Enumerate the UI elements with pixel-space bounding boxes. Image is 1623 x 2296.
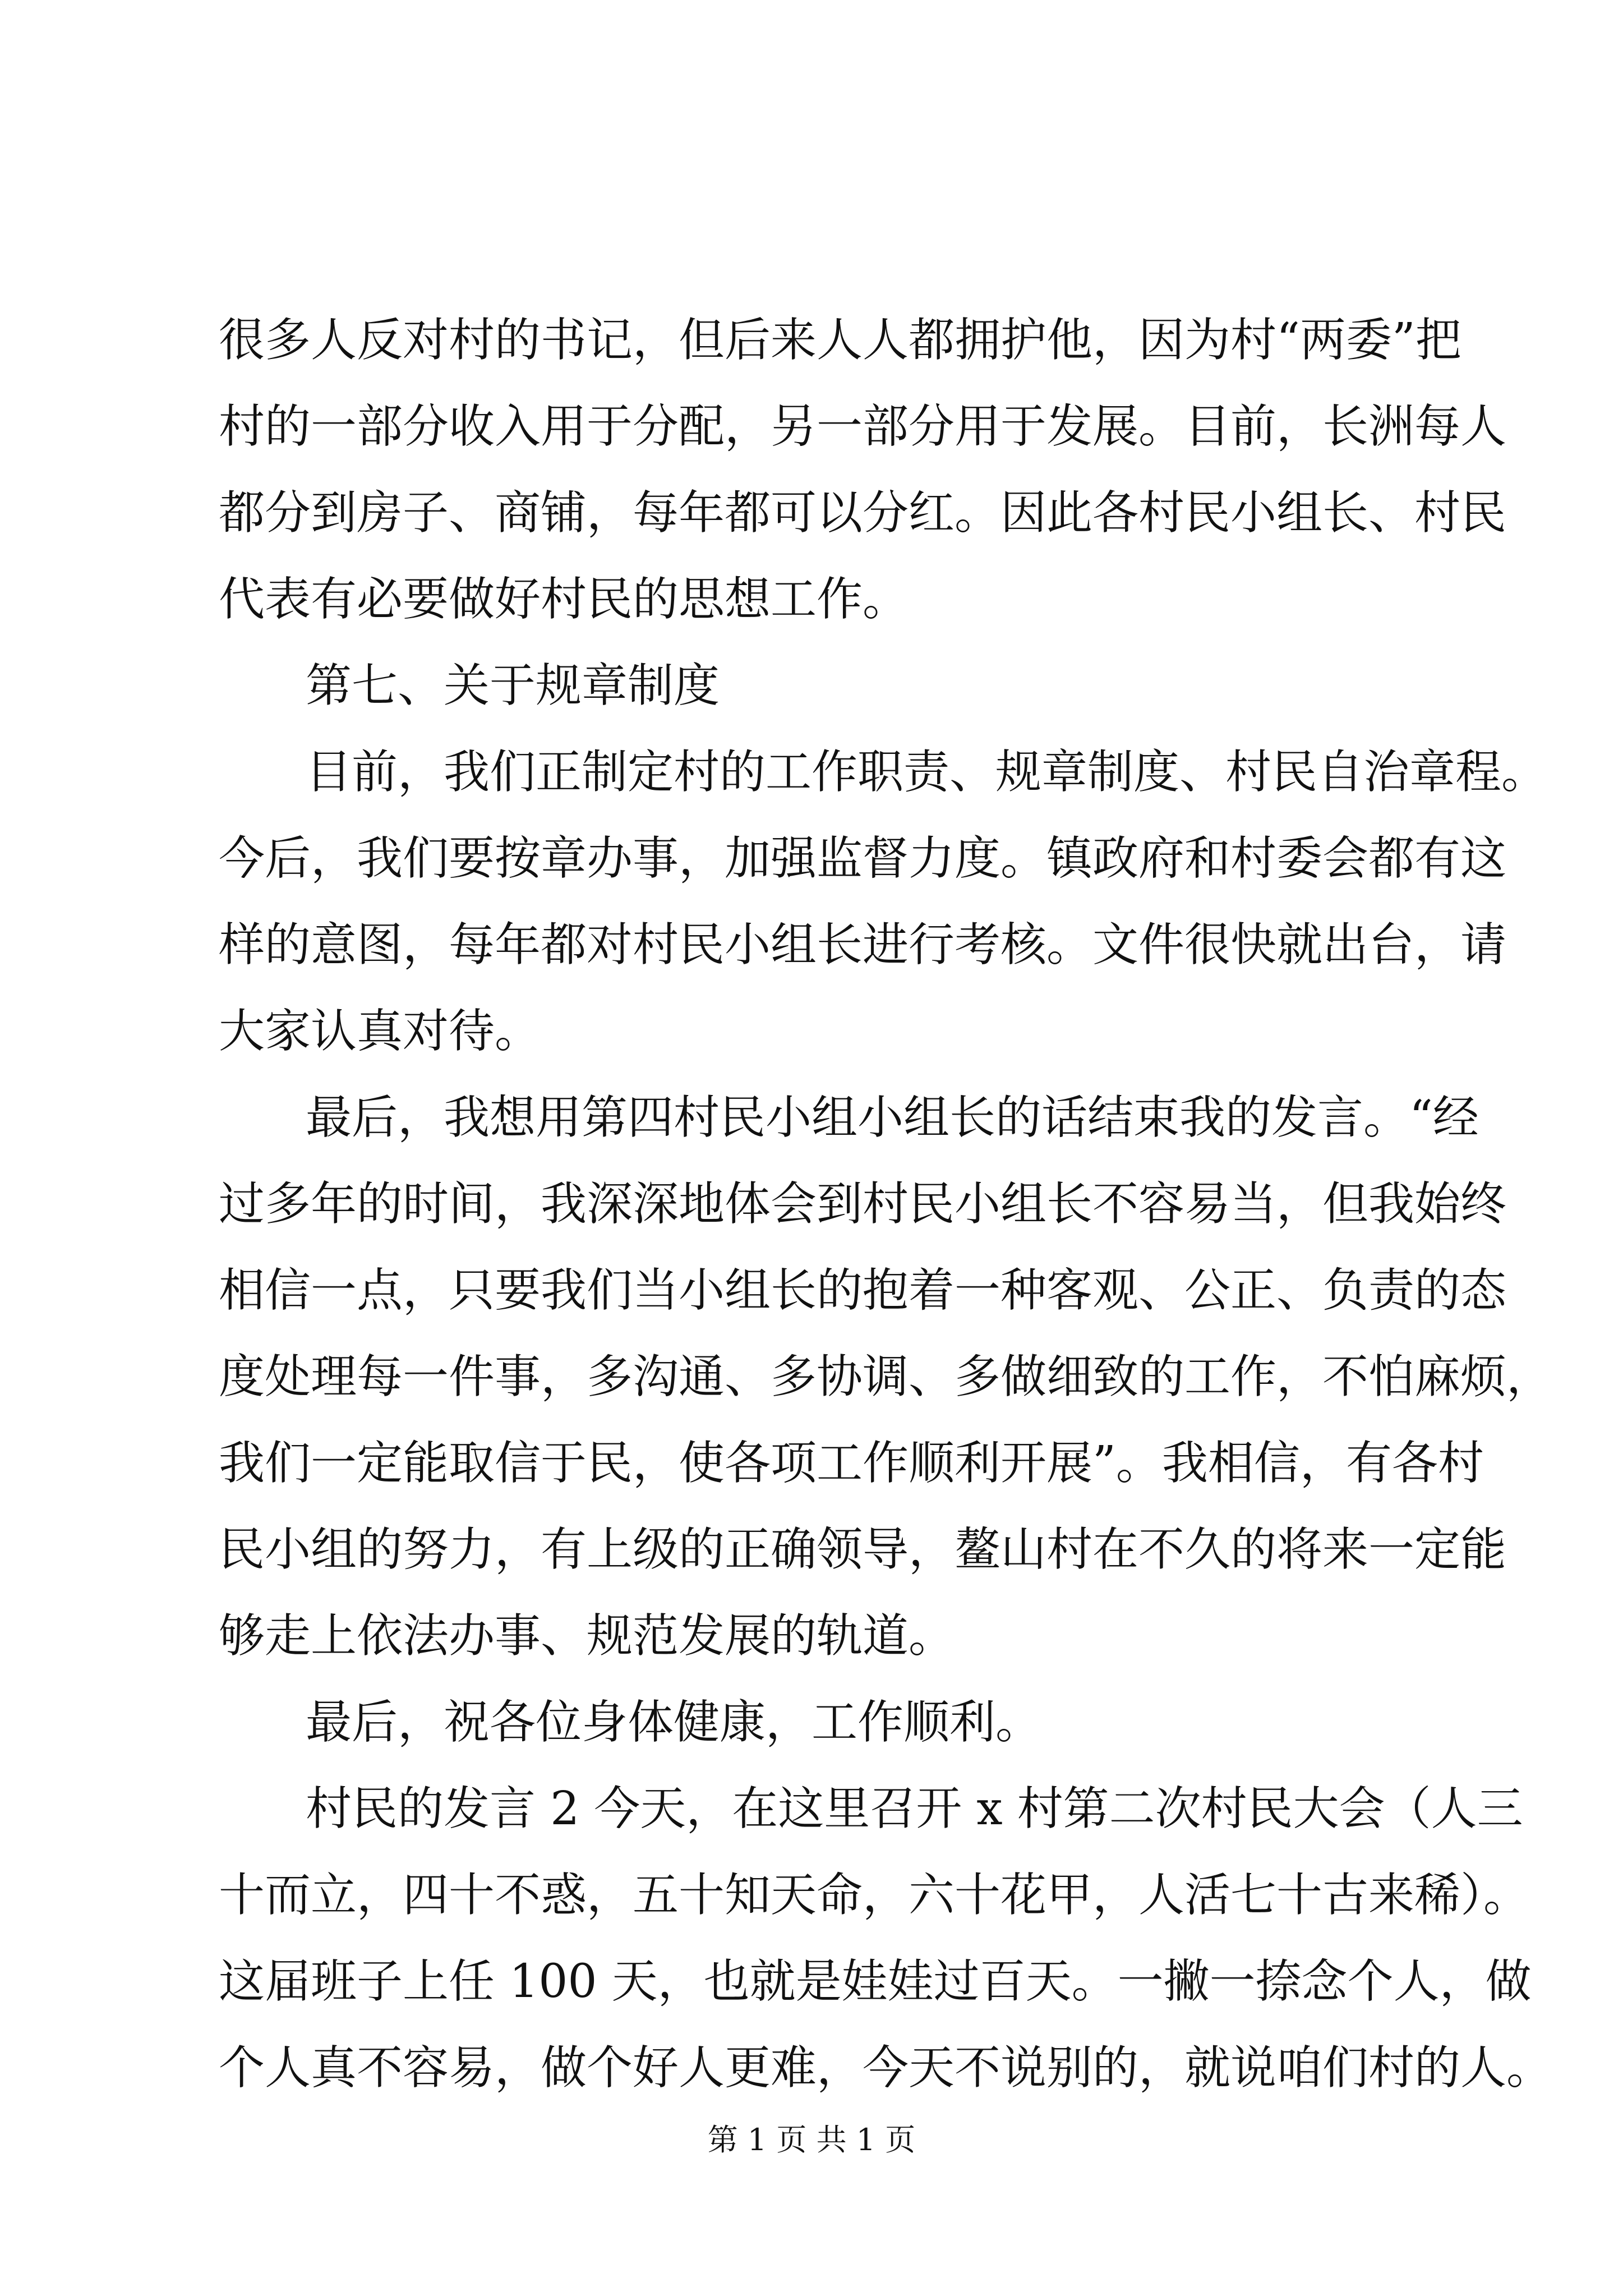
body-line: 很多人反对村的书记，但后来人人都拥护他，因为村“两委”把 xyxy=(219,314,1461,367)
body-line: 个人真不容易，做个好人更难，今天不说别的，就说咱们村的人。 xyxy=(219,2041,1553,2095)
body-line: 这届班子上任 100 天，也就是娃娃过百天。一撇一捺念个人，做 xyxy=(219,1955,1532,2008)
body-line: 够走上依法办事、规范发展的轨道。 xyxy=(219,1609,955,1663)
body-line: 村民的发言 2 今天，在这里召开 x 村第二次村民大会（人三 xyxy=(306,1782,1523,1835)
body-line: 样的意图，每年都对村民小组长进行考核。文件很快就出台，请 xyxy=(219,918,1507,972)
page-footer: 第 1 页 共 1 页 xyxy=(707,2122,916,2157)
body-line: 民小组的努力，有上级的正确领导，鳌山村在不久的将来一定能 xyxy=(219,1523,1507,1576)
body-line: 目前，我们正制定村的工作职责、规章制度、村民自治章程。 xyxy=(306,746,1548,799)
body-line: 过多年的时间，我深深地体会到村民小组长不容易当，但我始终 xyxy=(219,1177,1507,1231)
section-heading: 第七、关于规章制度 xyxy=(306,659,720,712)
body-line: 相信一点，只要我们当小组长的抱着一种客观、公正、负责的态 xyxy=(219,1264,1507,1317)
body-line: 今后，我们要按章办事，加强监督力度。镇政府和村委会都有这 xyxy=(219,832,1507,885)
body-line: 度处理每一件事，多沟通、多协调、多做细致的工作，不怕麻烦， xyxy=(219,1350,1553,1404)
body-line: 十而立，四十不惑，五十知天命，六十花甲，人活七十古来稀）。 xyxy=(219,1869,1530,1922)
body-line: 最后，我想用第四村民小组小组长的话结束我的发言。“经 xyxy=(306,1091,1479,1144)
body-line: 大家认真对待。 xyxy=(219,1005,541,1058)
body-line: 代表有必要做好村民的思想工作。 xyxy=(219,573,909,626)
body-line: 都分到房子、商铺，每年都可以分红。因此各村民小组长、村民 xyxy=(219,486,1507,540)
body-line: 最后，祝各位身体健康，工作顺利。 xyxy=(306,1696,1042,1749)
body-line: 我们一定能取信于民，使各项工作顺利开展”。我相信，有各村 xyxy=(219,1437,1484,1490)
body-line: 村的一部分收入用于分配，另一部分用于发展。目前，长洲每人 xyxy=(219,400,1507,453)
